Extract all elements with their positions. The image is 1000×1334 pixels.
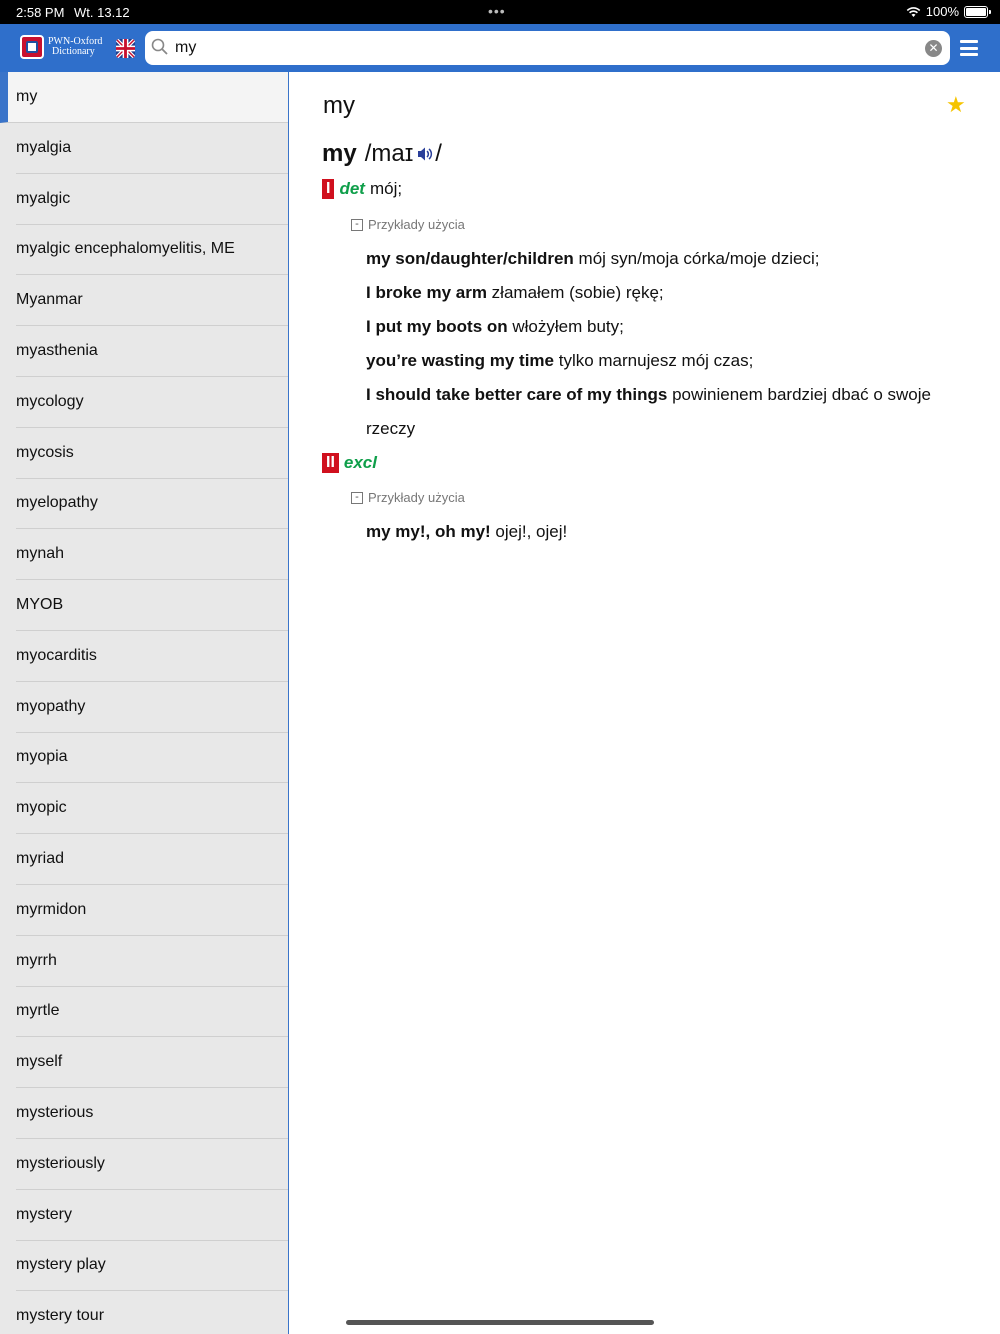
word-list-item[interactable]: myalgic encephalomyelitis, ME	[16, 225, 288, 276]
example-en: my my!, oh my!	[366, 522, 491, 541]
examples-label: Przykłady użycia	[368, 217, 465, 232]
favorite-star-icon[interactable]: ★	[946, 92, 966, 117]
word-list-item[interactable]: myocarditis	[16, 631, 288, 682]
uk-flag-icon[interactable]	[116, 39, 135, 58]
sense-number: II	[322, 453, 339, 473]
home-indicator	[346, 1320, 654, 1325]
examples-toggle[interactable]	[351, 490, 465, 505]
part-of-speech: excl	[343, 453, 377, 472]
word-list-item[interactable]: myrtle	[16, 987, 288, 1038]
word-list-item[interactable]: myopia	[16, 733, 288, 784]
word-list-item[interactable]: mystery play	[16, 1241, 288, 1292]
clear-search-button[interactable]: ✕	[925, 40, 942, 57]
sense-2	[322, 453, 382, 473]
example-en: my son/daughter/children	[366, 249, 574, 268]
hamburger-menu-icon[interactable]	[960, 40, 978, 56]
status-bar	[0, 0, 1000, 24]
dictionary-logo-icon	[20, 35, 44, 59]
example-pl: tylko marnujesz mój czas;	[554, 351, 754, 370]
example-en: I broke my arm	[366, 283, 487, 302]
sense-1	[322, 179, 402, 199]
word-list-item[interactable]: MYOB	[16, 580, 288, 631]
word-list	[0, 72, 288, 1334]
speaker-icon[interactable]	[417, 146, 433, 162]
status-time: 2:58 PM	[16, 5, 65, 20]
wifi-icon	[906, 6, 921, 18]
word-list-item[interactable]: myriad	[16, 834, 288, 885]
toolbar	[0, 24, 1000, 72]
example-item	[366, 344, 966, 378]
search-box	[145, 31, 950, 65]
logo-line-1: PWN-Oxford	[48, 36, 103, 47]
battery-percent: 100%	[925, 4, 959, 19]
part-of-speech: det	[339, 179, 365, 198]
word-list-item[interactable]: mynah	[16, 529, 288, 580]
example-pl: powinienem bardziej dbać o swoje rzeczy	[366, 385, 931, 438]
word-list-item[interactable]: mysteriously	[16, 1139, 288, 1190]
word-list-item[interactable]: myalgic	[16, 174, 288, 225]
word-list-item[interactable]: mycology	[16, 377, 288, 428]
search-icon	[151, 38, 169, 56]
sense-translation: mój;	[369, 179, 403, 198]
app-logo	[20, 35, 102, 59]
battery-icon	[964, 6, 988, 18]
word-list-item[interactable]: myself	[16, 1037, 288, 1088]
word-list-item[interactable]: my	[0, 72, 288, 123]
collapse-icon[interactable]: -	[351, 219, 363, 231]
word-list-item[interactable]: mycosis	[16, 428, 288, 479]
collapse-icon[interactable]: -	[351, 492, 363, 504]
headword-line	[322, 140, 442, 168]
word-list-item[interactable]: mystery	[16, 1190, 288, 1241]
example-item	[366, 378, 966, 446]
example-item	[366, 515, 966, 549]
word-list-item[interactable]: myrrh	[16, 936, 288, 987]
word-list-item[interactable]: Myanmar	[16, 275, 288, 326]
word-list-item[interactable]: myrmidon	[16, 885, 288, 936]
word-list-item[interactable]: myopic	[16, 783, 288, 834]
entry-title: my	[323, 92, 355, 119]
word-list-item[interactable]: myopathy	[16, 682, 288, 733]
logo-line-2: Dictionary	[52, 46, 95, 57]
status-right	[906, 4, 988, 19]
word-list-item[interactable]: mystery tour	[16, 1291, 288, 1334]
multitask-dots-icon[interactable]: •••	[488, 3, 506, 19]
entry-panel	[290, 72, 1000, 1334]
example-pl: włożyłem buty;	[507, 317, 624, 336]
pronunciation-end: /	[435, 140, 442, 167]
example-pl: mój syn/moja córka/moje dzieci;	[573, 249, 820, 268]
example-en: you’re wasting my time	[366, 351, 554, 370]
word-list-sidebar	[0, 72, 289, 1334]
example-pl: ojej!, ojej!	[490, 522, 568, 541]
word-list-item[interactable]: mysterious	[16, 1088, 288, 1139]
examples-label: Przykłady użycia	[368, 490, 465, 505]
sense-number: I	[322, 179, 334, 199]
word-list-item[interactable]: myalgia	[16, 123, 288, 174]
word-list-item[interactable]: myasthenia	[16, 326, 288, 377]
example-pl: złamałem (sobie) rękę;	[486, 283, 664, 302]
headword: my	[322, 140, 357, 167]
example-en: I put my boots on	[366, 317, 508, 336]
example-item	[366, 242, 966, 276]
search-input[interactable]	[175, 35, 915, 61]
pronunciation: /maɪ	[364, 140, 414, 167]
examples-toggle[interactable]	[351, 217, 465, 232]
example-en: I should take better care of my things	[366, 385, 668, 404]
example-item	[366, 310, 966, 344]
example-item	[366, 276, 966, 310]
status-date: Wt. 13.12	[74, 5, 130, 20]
word-list-item[interactable]: myelopathy	[16, 479, 288, 530]
